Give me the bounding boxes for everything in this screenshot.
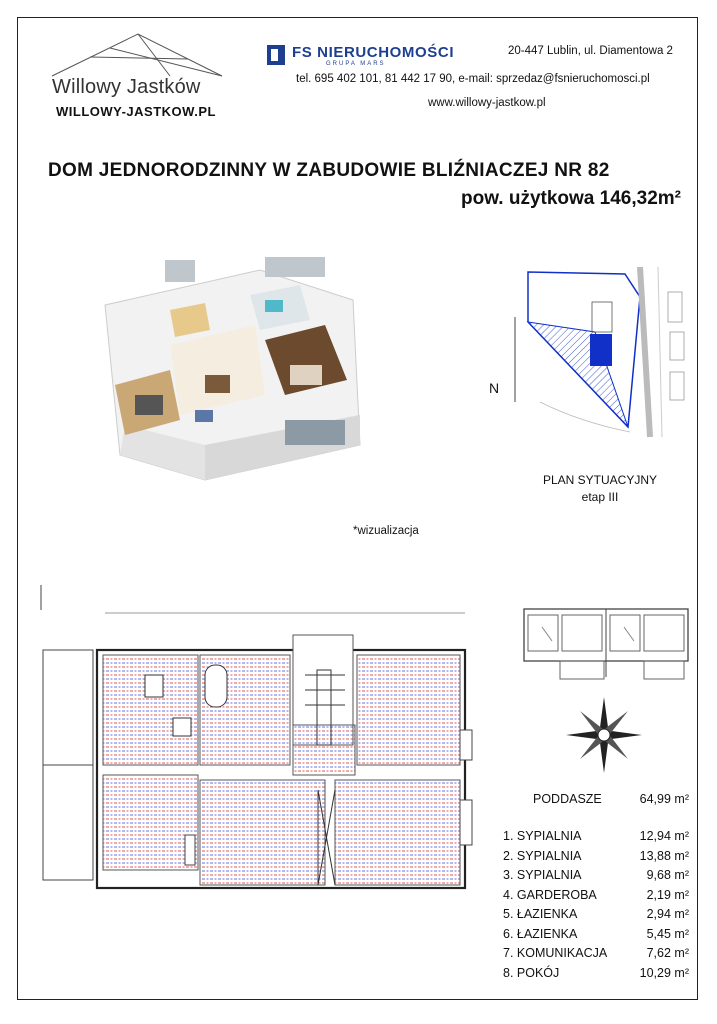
site-plan-title: PLAN SYTUACYJNY: [542, 473, 658, 487]
key-plan-drawing: [522, 607, 690, 680]
legend-row: [503, 925, 689, 945]
legend-row: [503, 944, 689, 964]
house-3d-visualization: [85, 245, 375, 490]
room-name: 2. SYPIALNIA: [503, 848, 582, 863]
room-legend: [503, 792, 689, 983]
room-area: 7,62 m²: [646, 946, 689, 960]
logo-name: Willowy Jastków: [52, 76, 201, 98]
legend-row: [503, 866, 689, 886]
floor-heading: [503, 792, 689, 806]
agency-address: 20-447 Lublin, ul. Diamentowa 2: [508, 45, 673, 57]
floor-area: 64,99 m²: [639, 792, 689, 806]
floor-plan-drawing: [35, 585, 475, 930]
room-name: 4. GARDEROBA: [503, 887, 597, 902]
room-name: 6. ŁAZIENKA: [503, 926, 578, 941]
room-area: 2,94 m²: [646, 907, 689, 921]
room-name: 1. SYPIALNIA: [503, 829, 582, 843]
room-area: 5,45 m²: [646, 926, 689, 941]
legend-row: [503, 827, 689, 847]
floor-name: PODDASZE: [533, 792, 602, 806]
room-area: 13,88 m²: [639, 848, 689, 863]
room-area: 10,29 m²: [639, 965, 689, 980]
listing-title: DOM JEDNORODZINNY W ZABUDOWIE BLIŹNIACZEJ NR 82: [48, 160, 610, 181]
north-marker: N: [489, 380, 500, 396]
agency-name: FS NIERUCHOMOŚCI: [292, 44, 455, 61]
agency-website[interactable]: www.willowy-jastkow.pl: [428, 97, 546, 109]
site-plan-label: [540, 472, 660, 506]
legend-row: [503, 964, 689, 984]
room-name: 3. SYPIALNIA: [503, 868, 582, 882]
visualization-note: *wizualizacja: [353, 525, 419, 537]
legend-row: [503, 847, 689, 867]
compass-rose-icon: [562, 693, 646, 777]
room-area: 12,94 m²: [639, 829, 689, 843]
legend-row: [503, 886, 689, 906]
agency-logo-icon-inner: [271, 49, 278, 61]
usable-area: pow. użytkowa 146,32m²: [461, 188, 681, 209]
site-plan-stage: etap III: [581, 490, 619, 504]
logo-url[interactable]: WILLOWY-JASTKOW.PL: [56, 104, 216, 119]
legend-row: [503, 905, 689, 925]
room-name: 8. POKÓJ: [503, 965, 560, 980]
room-area: 9,68 m²: [646, 868, 689, 882]
room-area: 2,19 m²: [646, 887, 689, 902]
room-name: 7. KOMUNIKACJA: [503, 946, 608, 960]
agency-group: GRUPA MARS: [326, 61, 386, 67]
site-plan-map: [500, 262, 690, 442]
roof-logo-icon: [50, 30, 226, 78]
room-name: 5. ŁAZIENKA: [503, 907, 578, 921]
agency-contact: tel. 695 402 101, 81 442 17 90, e-mail: sprzedaz@fsnieruchomosci.pl: [296, 73, 650, 85]
